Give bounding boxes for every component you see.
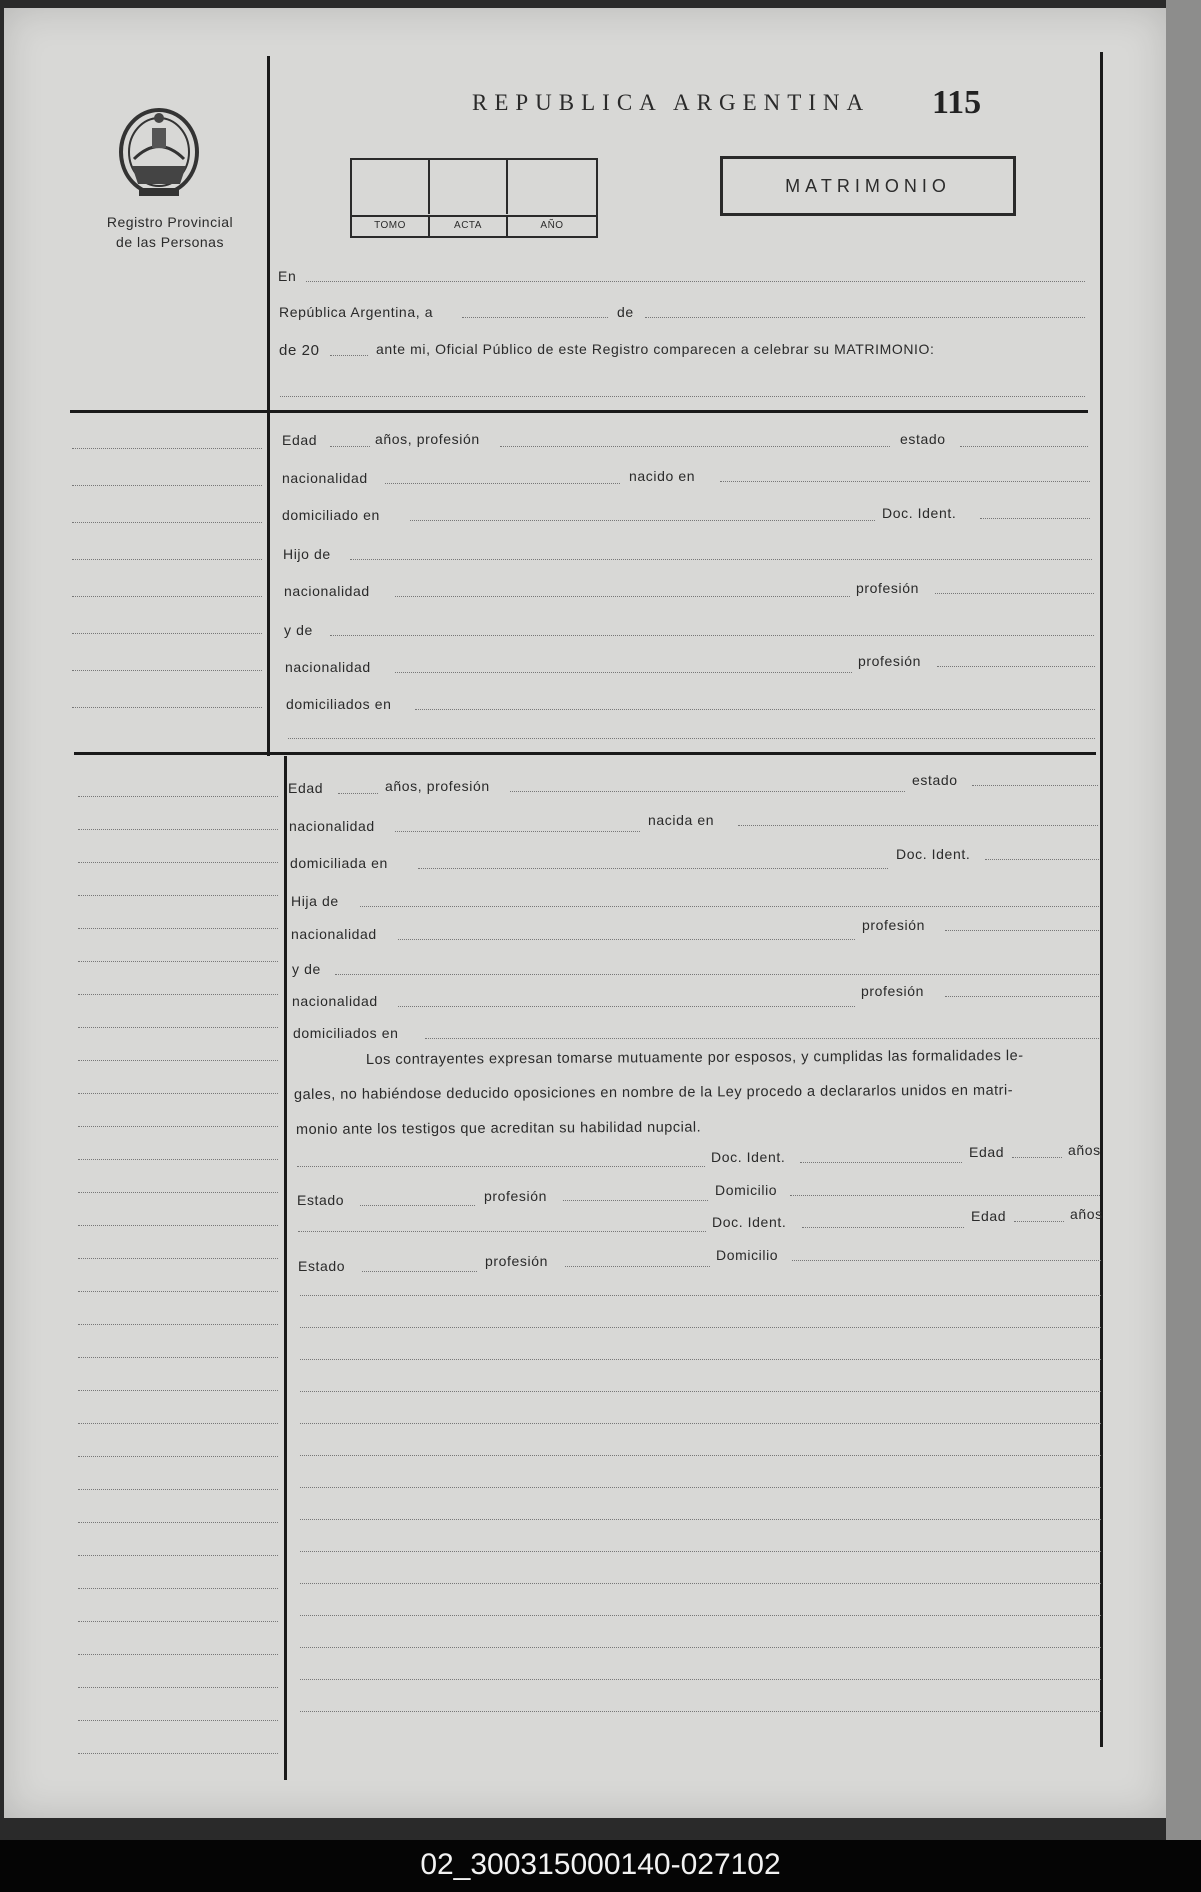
bride-birthplace-line[interactable] xyxy=(738,825,1098,826)
groom-anos-profesion-label: años, profesión xyxy=(375,431,480,447)
bride-profesion-line[interactable] xyxy=(510,791,905,792)
witness1-profesion-label: profesión xyxy=(484,1188,547,1204)
bride-hija-de-line[interactable] xyxy=(360,906,1099,907)
bride-nacionalidad-line[interactable] xyxy=(395,831,640,832)
witness1-edad-line[interactable] xyxy=(1012,1157,1062,1158)
groom-estado-label: estado xyxy=(900,431,946,447)
witness2-estado-line[interactable] xyxy=(362,1271,477,1272)
en-label: En xyxy=(278,268,297,284)
bride-father-nac-line[interactable] xyxy=(398,939,855,940)
intro-continuation-line[interactable] xyxy=(280,396,1085,397)
bride-nacida-en-label: nacida en xyxy=(648,812,715,828)
margin-note-line[interactable] xyxy=(72,485,262,486)
margin-note-line[interactable] xyxy=(78,1357,278,1358)
margin-note-line[interactable] xyxy=(72,448,262,449)
groom-domiciliados-line[interactable] xyxy=(415,709,1095,710)
bride-doc-ident-label: Doc. Ident. xyxy=(896,846,971,862)
bride-domiciliados-line[interactable] xyxy=(425,1038,1099,1039)
groom-doc-line[interactable] xyxy=(980,518,1090,519)
groom-nacionalidad-label: nacionalidad xyxy=(282,470,368,486)
margin-note-line[interactable] xyxy=(78,1489,278,1490)
groom-edad-line[interactable] xyxy=(330,446,370,447)
ano-label: AÑO xyxy=(508,215,596,238)
margin-note-line[interactable] xyxy=(78,928,278,929)
continuation-line[interactable] xyxy=(300,1679,1101,1680)
groom-birthplace-line[interactable] xyxy=(720,481,1090,482)
bride-father-profesion-label: profesión xyxy=(862,917,925,933)
groom-hijo-de-line[interactable] xyxy=(350,559,1092,560)
register-box xyxy=(350,158,598,238)
groom-father-prof-line[interactable] xyxy=(935,593,1094,594)
continuation-line[interactable] xyxy=(300,1327,1101,1328)
groom-mother-nacionalidad-label: nacionalidad xyxy=(285,659,371,675)
image-id-caption: 02_300315000140-027102 xyxy=(420,1848,781,1881)
margin-note-line[interactable] xyxy=(72,559,262,560)
margin-line-upper xyxy=(267,56,270,756)
groom-estado-line[interactable] xyxy=(960,446,1088,447)
continuation-line[interactable] xyxy=(300,1455,1101,1456)
tomo-cell[interactable] xyxy=(352,160,430,214)
office-line-2: de las Personas xyxy=(116,234,224,250)
intro-month-line[interactable] xyxy=(645,317,1085,318)
witness1-estado-line[interactable] xyxy=(360,1205,475,1206)
bride-section-divider xyxy=(74,752,1096,755)
office-line-1: Registro Provincial xyxy=(106,214,234,230)
margin-note-line[interactable] xyxy=(78,1588,278,1589)
margin-note-line[interactable] xyxy=(78,1687,278,1688)
witness2-edad-label: Edad xyxy=(971,1208,1007,1224)
de-label: de xyxy=(617,304,634,320)
margin-note-line[interactable] xyxy=(72,596,262,597)
witness1-anos-label: años xyxy=(1068,1142,1101,1158)
groom-doc-ident-label: Doc. Ident. xyxy=(882,505,957,521)
binding-edge xyxy=(1166,0,1201,1840)
margin-note-line[interactable] xyxy=(78,1522,278,1523)
groom-y-de-label: y de xyxy=(284,622,313,638)
declaration-line-2: gales, no habiéndose deducido oposiciones en nombre de la Ley procedo a declararlos unidos en matri- xyxy=(293,1082,1014,1103)
margin-note-line[interactable] xyxy=(78,1324,278,1325)
bride-estado-label: estado xyxy=(912,772,958,788)
intro-day-line[interactable] xyxy=(462,317,608,318)
groom-y-de-line[interactable] xyxy=(330,635,1094,636)
margin-note-line[interactable] xyxy=(78,1027,278,1028)
bride-hija-de-label: Hija de xyxy=(291,893,339,909)
bride-father-nacionalidad-label: nacionalidad xyxy=(291,926,377,942)
witness2-doc-ident-label: Doc. Ident. xyxy=(712,1214,787,1230)
bride-edad-line[interactable] xyxy=(338,793,378,794)
groom-hijo-de-label: Hijo de xyxy=(283,546,331,562)
continuation-line[interactable] xyxy=(300,1711,1101,1712)
witness2-estado-label: Estado xyxy=(298,1258,346,1274)
margin-note-line[interactable] xyxy=(78,1555,278,1556)
bride-nacionalidad-label: nacionalidad xyxy=(289,818,375,834)
groom-father-nacionalidad-label: nacionalidad xyxy=(284,583,370,599)
margin-note-line[interactable] xyxy=(78,1258,278,1259)
bride-edad-label: Edad xyxy=(288,780,324,796)
tomo-label: TOMO xyxy=(352,215,430,238)
folio-number: 115 xyxy=(932,84,982,121)
continuation-line[interactable] xyxy=(300,1391,1101,1392)
witness1-domicilio-label: Domicilio xyxy=(715,1182,778,1198)
bride-anos-profesion-label: años, profesión xyxy=(385,778,490,794)
country-title: REPUBLICA ARGENTINA xyxy=(472,90,871,115)
continuation-line[interactable] xyxy=(300,1423,1101,1424)
margin-note-line[interactable] xyxy=(72,633,262,634)
bride-father-prof-line[interactable] xyxy=(945,930,1099,931)
margin-note-line[interactable] xyxy=(78,862,278,863)
bride-mother-nac-line[interactable] xyxy=(398,1006,855,1007)
margin-note-line[interactable] xyxy=(78,1225,278,1226)
declaration-line-3: monio ante los testigos que acreditan su habilidad nupcial. xyxy=(295,1119,702,1138)
continuation-line[interactable] xyxy=(300,1519,1101,1520)
bride-mother-nacionalidad-label: nacionalidad xyxy=(292,993,378,1009)
groom-domicilio-line[interactable] xyxy=(410,520,875,521)
margin-note-line[interactable] xyxy=(78,796,278,797)
witness2-doc-line[interactable] xyxy=(802,1227,964,1228)
margin-note-line[interactable] xyxy=(78,1159,278,1160)
groom-mother-nac-line[interactable] xyxy=(395,672,852,673)
margin-note-line[interactable] xyxy=(78,895,278,896)
right-border-line xyxy=(1100,52,1103,1747)
bride-domiciliada-label: domiciliada en xyxy=(290,855,388,871)
margin-note-line[interactable] xyxy=(78,994,278,995)
witness2-profesion-label: profesión xyxy=(485,1253,548,1269)
groom-father-profesion-label: profesión xyxy=(856,580,919,596)
intro-en-line[interactable] xyxy=(306,281,1085,282)
de-20-label: de 20 xyxy=(279,342,320,359)
bride-estado-line[interactable] xyxy=(972,785,1098,786)
margin-note-line[interactable] xyxy=(72,522,262,523)
ante-mi-text: ante mi, Oficial Público de este Registro comparecen a celebrar su MATRIMONIO: xyxy=(376,341,935,357)
bride-domiciliados-label: domiciliados en xyxy=(293,1025,399,1041)
margin-note-line[interactable] xyxy=(78,829,278,830)
acta-cell[interactable] xyxy=(430,160,508,214)
witness1-prof-line[interactable] xyxy=(563,1200,708,1201)
bride-y-de-label: y de xyxy=(292,961,321,977)
groom-father-nac-line[interactable] xyxy=(395,596,850,597)
witness2-anos-label: años xyxy=(1070,1206,1103,1222)
witness2-prof-line[interactable] xyxy=(565,1266,710,1267)
republica-label: República Argentina, a xyxy=(279,304,434,320)
witness2-domicilio-label: Domicilio xyxy=(716,1247,779,1263)
groom-profesion-line[interactable] xyxy=(500,446,890,447)
groom-section-divider xyxy=(70,410,1088,413)
witness1-name-line[interactable] xyxy=(297,1166,705,1167)
margin-note-line[interactable] xyxy=(78,1291,278,1292)
continuation-line[interactable] xyxy=(300,1647,1101,1648)
margin-note-line[interactable] xyxy=(72,670,262,671)
groom-nacido-en-label: nacido en xyxy=(629,468,696,484)
continuation-line[interactable] xyxy=(300,1551,1101,1552)
groom-domiciliados-label: domiciliados en xyxy=(286,696,392,712)
bride-mother-profesion-label: profesión xyxy=(861,983,924,999)
witness2-domicilio-line[interactable] xyxy=(792,1260,1101,1261)
witness1-doc-ident-label: Doc. Ident. xyxy=(711,1149,786,1165)
witness2-name-line[interactable] xyxy=(298,1231,706,1232)
groom-domiciliado-label: domiciliado en xyxy=(282,507,380,523)
margin-note-line[interactable] xyxy=(72,707,262,708)
margin-note-line[interactable] xyxy=(78,1753,278,1754)
margin-note-line[interactable] xyxy=(78,1093,278,1094)
continuation-line[interactable] xyxy=(300,1615,1101,1616)
continuation-line[interactable] xyxy=(300,1295,1101,1296)
bride-domicilio-line[interactable] xyxy=(418,868,888,869)
margin-note-line[interactable] xyxy=(78,1720,278,1721)
margin-note-line[interactable] xyxy=(78,1390,278,1391)
office-name xyxy=(60,212,280,252)
margin-note-line[interactable] xyxy=(78,1192,278,1193)
witness2-edad-line[interactable] xyxy=(1014,1221,1064,1222)
witness1-doc-line[interactable] xyxy=(800,1162,962,1163)
document-type-box: MATRIMONIO xyxy=(720,156,1016,216)
margin-note-line[interactable] xyxy=(78,1456,278,1457)
acta-label: ACTA xyxy=(430,215,508,238)
continuation-line[interactable] xyxy=(300,1583,1101,1584)
bride-y-de-line[interactable] xyxy=(335,974,1099,975)
margin-note-line[interactable] xyxy=(78,1654,278,1655)
margin-note-line[interactable] xyxy=(78,1621,278,1622)
witness1-estado-label: Estado xyxy=(297,1192,345,1208)
groom-mother-prof-line[interactable] xyxy=(937,666,1095,667)
groom-mother-profesion-label: profesión xyxy=(858,653,921,669)
provincial-seal-icon xyxy=(114,104,204,202)
margin-note-line[interactable] xyxy=(78,1423,278,1424)
margin-line-lower xyxy=(284,756,287,1780)
margin-note-line[interactable] xyxy=(78,1126,278,1127)
groom-edad-label: Edad xyxy=(282,432,318,448)
margin-note-line[interactable] xyxy=(78,961,278,962)
witness1-domicilio-line[interactable] xyxy=(790,1195,1100,1196)
continuation-line[interactable] xyxy=(300,1359,1101,1360)
intro-year-line[interactable] xyxy=(330,355,368,356)
declaration-line-1: Los contrayentes expresan tomarse mutuamente por esposos, y cumplidas las formalidades le- xyxy=(365,1047,1024,1068)
groom-nacionalidad-line[interactable] xyxy=(385,483,620,484)
continuation-line[interactable] xyxy=(300,1487,1101,1488)
form-page xyxy=(4,8,1166,1818)
groom-continuation-line[interactable] xyxy=(288,738,1095,739)
margin-note-line[interactable] xyxy=(78,1060,278,1061)
witness1-edad-label: Edad xyxy=(969,1144,1005,1160)
bride-mother-prof-line[interactable] xyxy=(945,996,1099,997)
bride-doc-line[interactable] xyxy=(985,859,1099,860)
